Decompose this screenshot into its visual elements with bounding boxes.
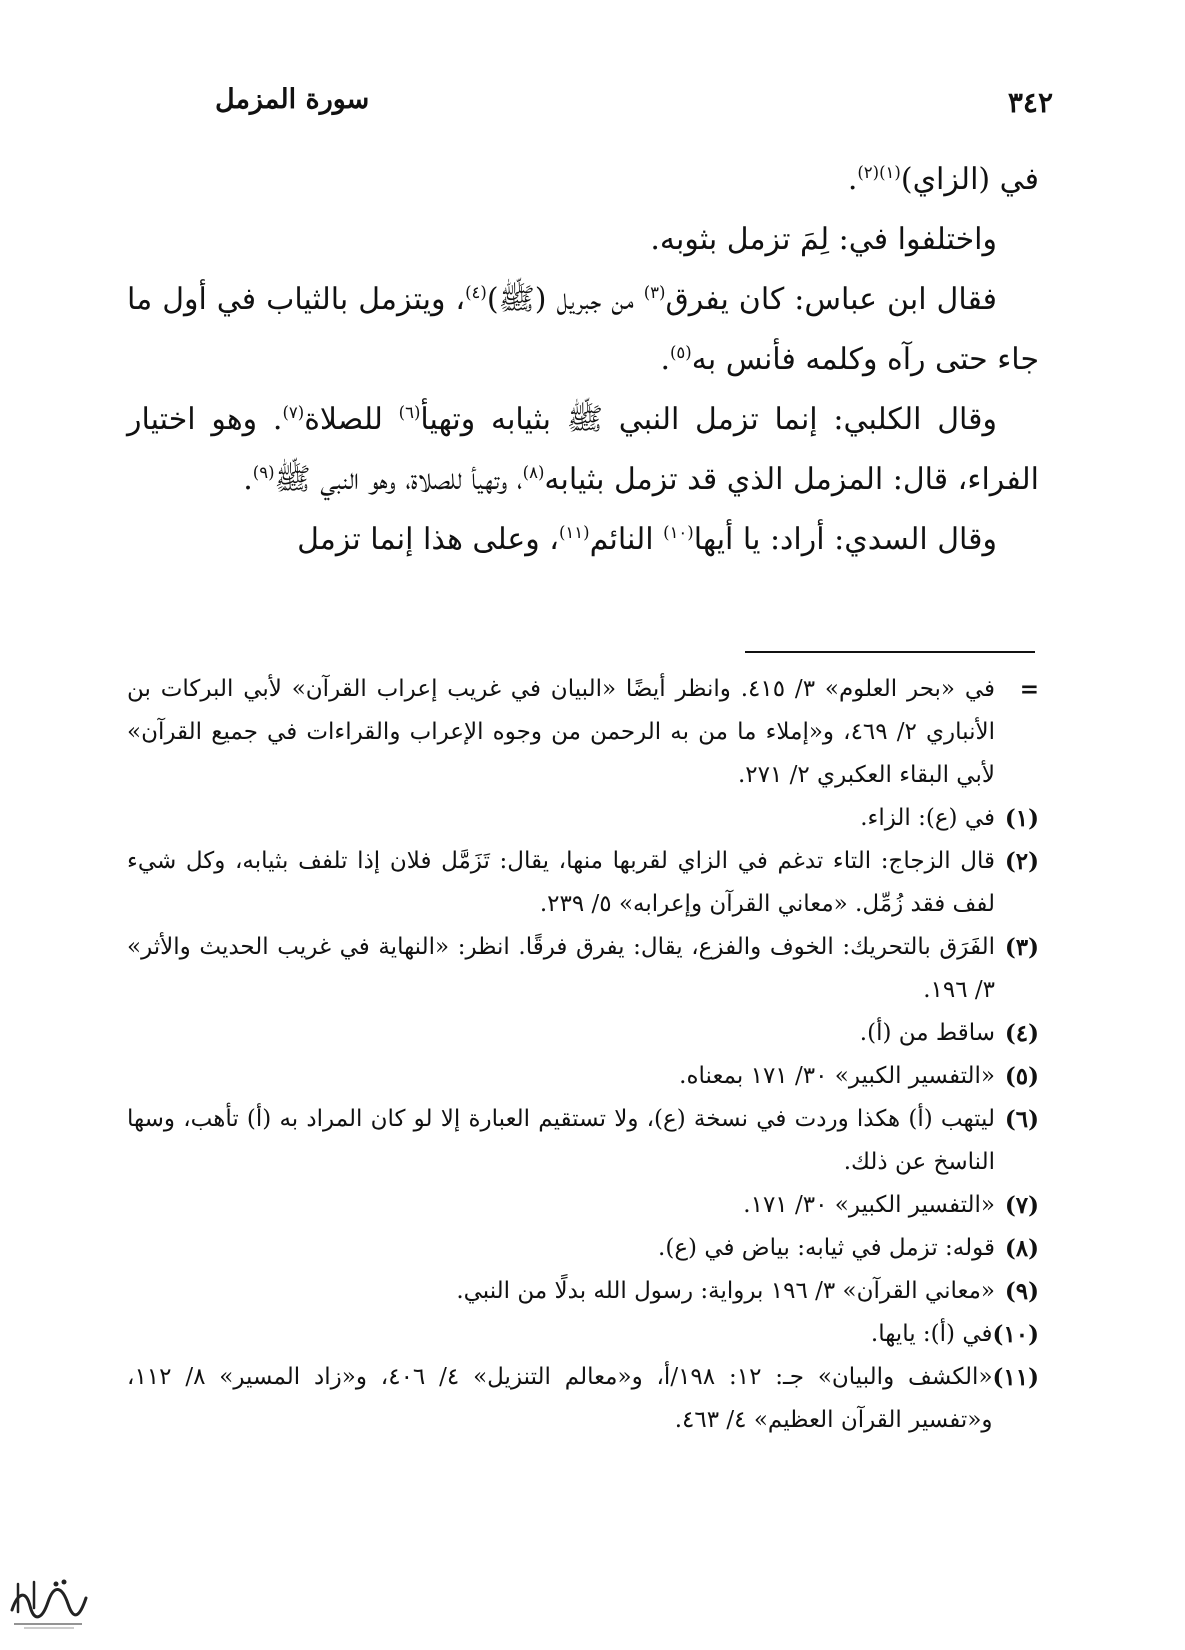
text: ، ويتزمل بالثياب في أول ما جاء حتى رآه وكلمه فأنس به [127,282,1039,377]
footnote-2 [127,840,1039,926]
footnote-number: (٨) [1004,1235,1039,1262]
footnote-text: «التفسير الكبير» ٣٠/ ١٧١ بمعناه. [679,1063,995,1089]
footnote-number: (١) [1004,805,1039,832]
footnote-separator [745,651,1035,653]
footnote-number: (٦) [1004,1106,1039,1133]
paragraph-1 [127,150,1039,210]
running-title: سورة المزمل [215,84,370,115]
footnote-text: قال الزجاج: التاء تدغم في الزاي لقربها منها، يقال: تَزَمَّل فلان إذا تلفف بثيابه، وكل شيء لفف فقد زُمِّل. «معاني القرآن وإعرابه» ٥/ ٢٣٩. [127,848,995,917]
footnote-text: ليتهب (أ) هكذا وردت في نسخة (ع)، ولا تستقيم العبارة إلا لو كان المراد به (أ) تأهب، وسها الناسخ عن ذلك. [127,1106,995,1175]
footnote-9 [127,1270,1039,1313]
text: وقال الكلبي: إنما تزمل النبي ﷺ بثيابه وتهيأ [420,402,998,437]
paragraph-5 [127,510,1039,570]
footnote-number: (٥) [1004,1063,1039,1090]
footnote-text: في (أ): يايها. [870,1321,993,1347]
text: وقال السدي: أراد: يا أيها [693,522,997,557]
footnote-number: (١٠) [992,1321,1039,1348]
footnote-text: «الكشف والبيان» جـ: ١٢: ١٩٨/أ، و«معالم التنزيل» ٤/ ٤٠٦، و«زاد المسير» ٨/ ١١٢، و«تفسير القرآن العظيم» ٤/ ٤٦٣. [127,1364,993,1433]
text: ، وتهيأ للصلاة، وهو النبي ﷺ [274,462,523,497]
footnotes [127,668,1039,1442]
paragraph-4 [127,390,1039,510]
footnote-1 [127,797,1039,840]
footnote-8 [127,1227,1039,1270]
footnote-6 [127,1098,1039,1184]
footnote-11 [127,1356,1039,1442]
text: . [847,162,858,197]
footnote-ref-6[interactable]: (٦) [398,403,421,422]
text: . [243,462,253,497]
paragraph-3 [127,270,1039,390]
footnote-text: قوله: تزمل في ثيابه: بياض في (ع). [658,1235,995,1261]
text: النائم [589,522,664,557]
footnote-ref-3[interactable]: (٣) [643,283,666,302]
footnote-ref-2[interactable]: (٢) [857,163,880,182]
footnote-number: (٤) [1004,1020,1039,1047]
continuation-marker: = [1019,676,1039,703]
footnote-text: في (ع): الزاء. [860,805,995,831]
text: . [660,342,670,377]
footnote-5 [127,1055,1039,1098]
footnote-continuation [127,668,1039,797]
paragraph-2 [127,210,1039,270]
main-text [127,150,1039,570]
footnote-ref-4[interactable]: (٤) [465,283,487,302]
footnote-number: (١١) [992,1364,1039,1391]
text: واختلفوا في: لِمَ تزمل بثوبه. [650,222,997,257]
footnote-text: «التفسير الكبير» ٣٠/ ١٧١. [743,1192,995,1218]
footnote-number: (٧) [1004,1192,1039,1219]
footnote-ref-10[interactable]: (١٠) [663,523,694,542]
footnote-text: «معاني القرآن» ٣/ ١٩٦ برواية: رسول الله بدلًا من النبي. [456,1278,995,1304]
footnote-ref-11[interactable]: (١١) [558,523,590,542]
library-stamp-logo-icon [4,1572,90,1632]
footnote-number: (٣) [1004,934,1039,961]
text: من جبريل (ﷺ) [486,282,644,317]
text: للصلاة [304,402,399,437]
footnote-text: الفَرَق بالتحريك: الخوف والفزع، يقال: يفرق فرقًا. انظر: «النهاية في غريب الحديث والأثر» ٣/ ١٩٦. [127,934,995,1003]
footnote-number: (٢) [1004,848,1039,875]
footnote-ref-8[interactable]: (٨) [522,463,545,482]
footnote-ref-1[interactable]: (١) [879,163,901,182]
footnote-4 [127,1012,1039,1055]
footnote-3 [127,926,1039,1012]
text: ، وعلى هذا إنما تزمل [297,522,559,557]
footnote-ref-9[interactable]: (٩) [252,463,275,482]
footnote-ref-5[interactable]: (٥) [669,343,692,362]
footnote-7 [127,1184,1039,1227]
footnote-10 [127,1313,1039,1356]
text: في (الزاي) [900,162,1039,197]
footnote-ref-7[interactable]: (٧) [282,403,305,422]
footnote-text: ساقط من (أ). [859,1020,995,1046]
footnote-text: في «بحر العلوم» ٣/ ٤١٥. وانظر أيضًا «البيان في غريب إعراب القرآن» لأبي البركات بن الأنباري ٢/ ٤٦٩، و«إملاء ما من به الرحمن من وجوه الإعراب والقراءات في جميع القرآن» لأبي البقاء العكبري ٢/ ٢٧١. [127,676,995,788]
text: . وهو اختيار الفراء، قال: المزمل الذي قد تزمل بثيابه [127,402,1039,497]
page-number: ٣٤٢ [1007,86,1053,119]
footnote-number: (٩) [1004,1278,1039,1305]
text: فقال ابن عباس: كان يفرق [665,282,997,317]
